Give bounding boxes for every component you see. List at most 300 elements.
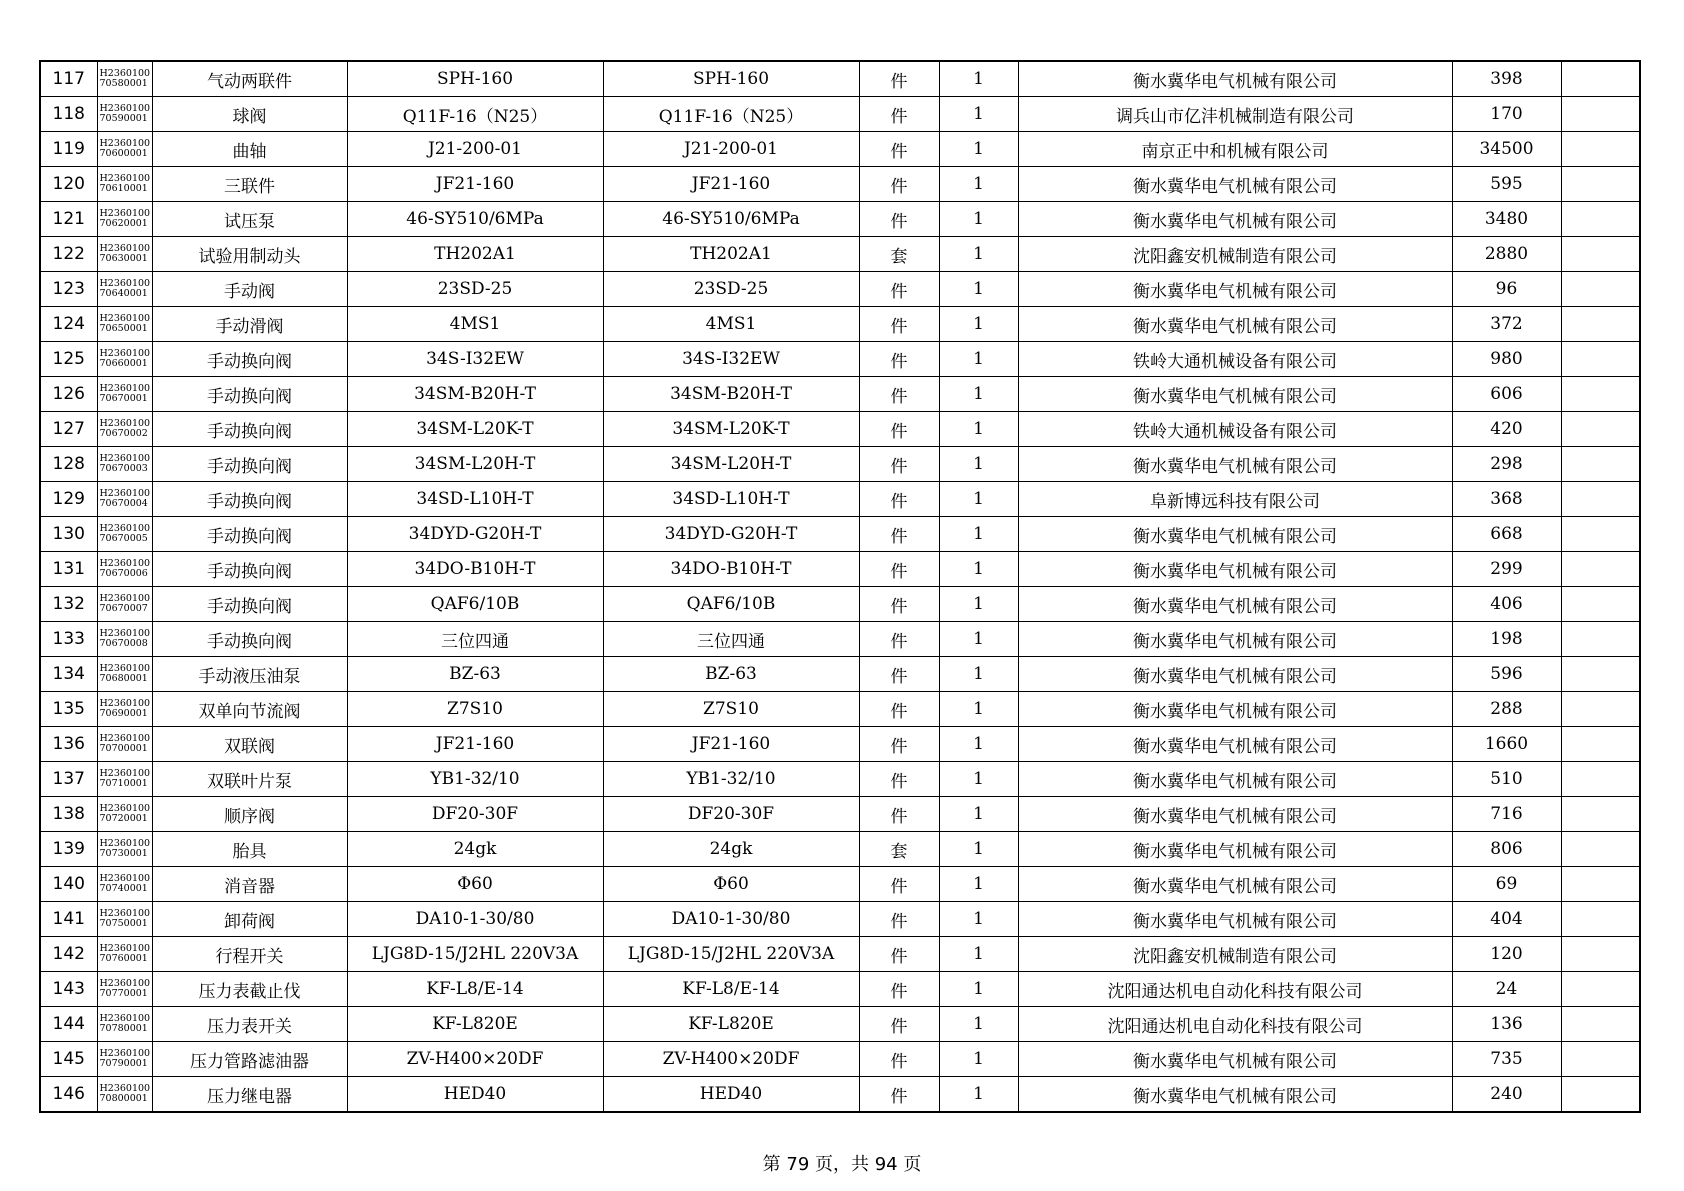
material-code-line-2: 70800001 [99,1093,148,1104]
supplier-cell: 衡水冀华电气机械有限公司 [1018,902,1452,937]
note-cell [1561,412,1640,447]
quantity-cell: 1 [939,727,1018,762]
item-name-cell: 双单向节流阀 [152,692,347,727]
unit-cell: 件 [859,762,939,797]
table-row [40,1007,1640,1042]
quantity-cell: 1 [939,867,1018,902]
row-number-cell: 142 [40,937,97,972]
supplier-cell: 沈阳鑫安机械制造有限公司 [1018,937,1452,972]
specification-cell: ZV-H400×20DF [347,1042,603,1077]
quantity-cell: 1 [939,552,1018,587]
specification-cell: 4MS1 [347,307,603,342]
note-cell [1561,552,1640,587]
material-code-cell [97,447,152,482]
material-code-line-1: H2360100 [99,1013,151,1024]
quantity-cell: 1 [939,482,1018,517]
supplier-cell: 阜新博远科技有限公司 [1018,482,1452,517]
unit-cell: 件 [859,587,939,622]
quantity-cell: 1 [939,762,1018,797]
material-code-line-1: H2360100 [99,838,151,849]
specification-cell: BZ-63 [347,657,603,692]
table-row [40,622,1640,657]
material-code-line-2: 70640001 [99,288,148,299]
material-code-cell [97,867,152,902]
model-cell: DA10-1-30/80 [603,902,859,937]
specification-cell: 34SD-L10H-T [347,482,603,517]
supplier-cell: 衡水冀华电气机械有限公司 [1018,552,1452,587]
table-row [40,1077,1640,1113]
row-number-cell: 138 [40,797,97,832]
price-cell: 288 [1452,692,1561,727]
item-name-cell: 手动换向阀 [152,482,347,517]
model-cell: 24gk [603,832,859,867]
note-cell [1561,167,1640,202]
table-row [40,692,1640,727]
material-code-line-2: 70710001 [99,778,148,789]
model-cell: LJG8D-15/J2HL 220V3A [603,937,859,972]
specification-cell: 34DO-B10H-T [347,552,603,587]
material-code-line-2: 70730001 [99,848,148,859]
unit-cell: 件 [859,307,939,342]
specification-cell: 三位四通 [347,622,603,657]
supplier-cell: 衡水冀华电气机械有限公司 [1018,832,1452,867]
price-cell: 398 [1452,61,1561,97]
price-cell: 1660 [1452,727,1561,762]
material-code-cell [97,167,152,202]
note-cell [1561,1042,1640,1077]
model-cell: TH202A1 [603,237,859,272]
unit-cell: 件 [859,482,939,517]
material-code-line-2: 70670005 [99,533,148,544]
material-code-line-2: 70670004 [99,498,148,509]
unit-cell: 件 [859,622,939,657]
row-number-cell: 135 [40,692,97,727]
price-cell: 668 [1452,517,1561,552]
material-code-line-1: H2360100 [99,523,151,534]
unit-cell: 件 [859,902,939,937]
material-code-cell [97,587,152,622]
supplier-cell: 沈阳通达机电自动化科技有限公司 [1018,972,1452,1007]
unit-cell: 件 [859,202,939,237]
model-cell: 46-SY510/6MPa [603,202,859,237]
supplier-cell: 衡水冀华电气机械有限公司 [1018,692,1452,727]
unit-cell: 件 [859,61,939,97]
material-code-cell [97,727,152,762]
note-cell [1561,727,1640,762]
item-name-cell: 手动滑阀 [152,307,347,342]
model-cell: HED40 [603,1077,859,1113]
material-code-cell [97,797,152,832]
price-cell: 716 [1452,797,1561,832]
specification-cell: 46-SY510/6MPa [347,202,603,237]
item-name-cell: 手动换向阀 [152,552,347,587]
row-number-cell: 118 [40,97,97,132]
row-number-cell: 117 [40,61,97,97]
supplier-cell: 衡水冀华电气机械有限公司 [1018,867,1452,902]
material-code-line-2: 70580001 [99,78,148,89]
quantity-cell: 1 [939,972,1018,1007]
supplier-cell: 衡水冀华电气机械有限公司 [1018,587,1452,622]
quantity-cell: 1 [939,237,1018,272]
material-code-cell [97,202,152,237]
model-cell: 4MS1 [603,307,859,342]
price-cell: 980 [1452,342,1561,377]
table-row [40,902,1640,937]
price-cell: 170 [1452,97,1561,132]
item-name-cell: 三联件 [152,167,347,202]
row-number-cell: 125 [40,342,97,377]
material-code-cell [97,1077,152,1113]
quantity-cell: 1 [939,412,1018,447]
material-code-line-1: H2360100 [99,243,151,254]
material-code-line-1: H2360100 [99,313,151,324]
row-number-cell: 137 [40,762,97,797]
material-code-line-2: 70680001 [99,673,148,684]
row-number-cell: 143 [40,972,97,1007]
material-code-line-1: H2360100 [99,628,151,639]
row-number-cell: 126 [40,377,97,412]
row-number-cell: 146 [40,1077,97,1113]
specification-cell: TH202A1 [347,237,603,272]
specification-cell: 23SD-25 [347,272,603,307]
price-cell: 2880 [1452,237,1561,272]
supplier-cell: 衡水冀华电气机械有限公司 [1018,447,1452,482]
unit-cell: 套 [859,237,939,272]
price-cell: 298 [1452,447,1561,482]
supplier-cell: 调兵山市亿沣机械制造有限公司 [1018,97,1452,132]
specification-cell: Z7S10 [347,692,603,727]
material-code-line-2: 70610001 [99,183,148,194]
item-name-cell: 消音器 [152,867,347,902]
supplier-cell: 衡水冀华电气机械有限公司 [1018,272,1452,307]
unit-cell: 件 [859,167,939,202]
unit-cell: 件 [859,447,939,482]
unit-cell: 件 [859,97,939,132]
price-cell: 595 [1452,167,1561,202]
row-number-cell: 144 [40,1007,97,1042]
unit-cell: 件 [859,972,939,1007]
price-cell: 136 [1452,1007,1561,1042]
material-code-line-1: H2360100 [99,173,151,184]
note-cell [1561,867,1640,902]
material-code-line-2: 70660001 [99,358,148,369]
item-name-cell: 手动换向阀 [152,377,347,412]
quantity-cell: 1 [939,1007,1018,1042]
unit-cell: 件 [859,867,939,902]
price-cell: 240 [1452,1077,1561,1113]
item-name-cell: 胎具 [152,832,347,867]
supplier-cell: 铁岭大通机械设备有限公司 [1018,342,1452,377]
material-code-line-1: H2360100 [99,383,151,394]
item-name-cell: 卸荷阀 [152,902,347,937]
material-code-line-2: 70770001 [99,988,148,999]
row-number-cell: 121 [40,202,97,237]
price-cell: 24 [1452,972,1561,1007]
model-cell: 34DO-B10H-T [603,552,859,587]
material-code-line-1: H2360100 [99,593,151,604]
quantity-cell: 1 [939,307,1018,342]
specification-cell: 34S-I32EW [347,342,603,377]
supplier-cell: 衡水冀华电气机械有限公司 [1018,762,1452,797]
table-row [40,1042,1640,1077]
price-cell: 368 [1452,482,1561,517]
material-code-line-1: H2360100 [99,768,151,779]
material-code-line-1: H2360100 [99,733,151,744]
material-code-line-1: H2360100 [99,278,151,289]
unit-cell: 件 [859,342,939,377]
material-code-line-2: 70760001 [99,953,148,964]
unit-cell: 件 [859,797,939,832]
specification-cell: 34SM-L20K-T [347,412,603,447]
specification-cell: 34DYD-G20H-T [347,517,603,552]
material-code-cell [97,1042,152,1077]
specification-cell: 34SM-B20H-T [347,377,603,412]
unit-cell: 件 [859,692,939,727]
row-number-cell: 136 [40,727,97,762]
material-code-line-2: 70670001 [99,393,148,404]
material-code-line-1: H2360100 [99,663,151,674]
item-name-cell: 手动换向阀 [152,587,347,622]
note-cell [1561,657,1640,692]
note-cell [1561,132,1640,167]
material-code-line-1: H2360100 [99,698,151,709]
item-name-cell: 气动两联件 [152,61,347,97]
specification-cell: KF-L8/E-14 [347,972,603,1007]
note-cell [1561,377,1640,412]
unit-cell: 套 [859,832,939,867]
quantity-cell: 1 [939,1077,1018,1113]
item-name-cell: 双联阀 [152,727,347,762]
table-row [40,272,1640,307]
quantity-cell: 1 [939,97,1018,132]
table-row [40,202,1640,237]
price-cell: 69 [1452,867,1561,902]
supplier-cell: 沈阳通达机电自动化科技有限公司 [1018,1007,1452,1042]
supplier-cell: 衡水冀华电气机械有限公司 [1018,1042,1452,1077]
material-code-line-2: 70670006 [99,568,148,579]
model-cell: 34SM-L20H-T [603,447,859,482]
supplier-cell: 衡水冀华电气机械有限公司 [1018,202,1452,237]
table-row [40,377,1640,412]
unit-cell: 件 [859,552,939,587]
material-code-line-1: H2360100 [99,558,151,569]
supplier-cell: 衡水冀华电气机械有限公司 [1018,657,1452,692]
specification-cell: QAF6/10B [347,587,603,622]
material-code-line-2: 70670003 [99,463,148,474]
supplier-cell: 衡水冀华电气机械有限公司 [1018,727,1452,762]
item-name-cell: 压力表截止伐 [152,972,347,1007]
price-cell: 406 [1452,587,1561,622]
note-cell [1561,517,1640,552]
material-code-cell [97,972,152,1007]
model-cell: JF21-160 [603,167,859,202]
supplier-cell: 衡水冀华电气机械有限公司 [1018,377,1452,412]
price-cell: 3480 [1452,202,1561,237]
item-name-cell: 手动阀 [152,272,347,307]
unit-cell: 件 [859,1007,939,1042]
material-code-line-2: 70690001 [99,708,148,719]
item-name-cell: 手动换向阀 [152,342,347,377]
row-number-cell: 139 [40,832,97,867]
material-code-line-2: 70790001 [99,1058,148,1069]
quantity-cell: 1 [939,622,1018,657]
unit-cell: 件 [859,727,939,762]
row-number-cell: 120 [40,167,97,202]
parts-table [39,60,1641,1113]
item-name-cell: 压力继电器 [152,1077,347,1113]
note-cell [1561,237,1640,272]
quantity-cell: 1 [939,832,1018,867]
supplier-cell: 铁岭大通机械设备有限公司 [1018,412,1452,447]
row-number-cell: 145 [40,1042,97,1077]
row-number-cell: 128 [40,447,97,482]
row-number-cell: 119 [40,132,97,167]
note-cell [1561,342,1640,377]
table-row [40,342,1640,377]
model-cell: JF21-160 [603,727,859,762]
note-cell [1561,937,1640,972]
specification-cell: J21-200-01 [347,132,603,167]
specification-cell: 34SM-L20H-T [347,447,603,482]
note-cell [1561,1077,1640,1113]
specification-cell: KF-L820E [347,1007,603,1042]
quantity-cell: 1 [939,1042,1018,1077]
note-cell [1561,61,1640,97]
material-code-cell [97,97,152,132]
material-code-line-2: 70670008 [99,638,148,649]
model-cell: 三位四通 [603,622,859,657]
table-row [40,167,1640,202]
material-code-cell [97,552,152,587]
item-name-cell: 试压泵 [152,202,347,237]
unit-cell: 件 [859,272,939,307]
model-cell: QAF6/10B [603,587,859,622]
row-number-cell: 127 [40,412,97,447]
specification-cell: Φ60 [347,867,603,902]
note-cell [1561,97,1640,132]
row-number-cell: 134 [40,657,97,692]
table-row [40,937,1640,972]
row-number-cell: 133 [40,622,97,657]
model-cell: ZV-H400×20DF [603,1042,859,1077]
material-code-line-2: 70780001 [99,1023,148,1034]
quantity-cell: 1 [939,587,1018,622]
quantity-cell: 1 [939,342,1018,377]
unit-cell: 件 [859,1077,939,1113]
quantity-cell: 1 [939,377,1018,412]
specification-cell: Q11F-16（N25） [347,97,603,132]
material-code-line-2: 70650001 [99,323,148,334]
specification-cell: JF21-160 [347,727,603,762]
price-cell: 596 [1452,657,1561,692]
price-cell: 198 [1452,622,1561,657]
price-cell: 735 [1452,1042,1561,1077]
table-row [40,482,1640,517]
material-code-cell [97,272,152,307]
note-cell [1561,692,1640,727]
material-code-line-2: 70670002 [99,428,148,439]
supplier-cell: 衡水冀华电气机械有限公司 [1018,307,1452,342]
material-code-cell [97,482,152,517]
quantity-cell: 1 [939,61,1018,97]
material-code-cell [97,377,152,412]
table-row [40,517,1640,552]
model-cell: SPH-160 [603,61,859,97]
note-cell [1561,972,1640,1007]
model-cell: J21-200-01 [603,132,859,167]
specification-cell: LJG8D-15/J2HL 220V3A [347,937,603,972]
model-cell: 34S-I32EW [603,342,859,377]
model-cell: Z7S10 [603,692,859,727]
price-cell: 372 [1452,307,1561,342]
model-cell: 34SM-L20K-T [603,412,859,447]
table-row [40,97,1640,132]
table-body [40,61,1640,1112]
specification-cell: 24gk [347,832,603,867]
item-name-cell: 曲轴 [152,132,347,167]
material-code-line-1: H2360100 [99,488,151,499]
price-cell: 120 [1452,937,1561,972]
model-cell: 23SD-25 [603,272,859,307]
table-row [40,307,1640,342]
quantity-cell: 1 [939,517,1018,552]
row-number-cell: 131 [40,552,97,587]
quantity-cell: 1 [939,447,1018,482]
material-code-cell [97,61,152,97]
table-row [40,447,1640,482]
row-number-cell: 122 [40,237,97,272]
quantity-cell: 1 [939,902,1018,937]
table-row [40,762,1640,797]
material-code-cell [97,1007,152,1042]
material-code-line-2: 70600001 [99,148,148,159]
material-code-line-1: H2360100 [99,453,151,464]
material-code-cell [97,342,152,377]
material-code-line-2: 70720001 [99,813,148,824]
material-code-line-1: H2360100 [99,908,151,919]
item-name-cell: 顺序阀 [152,797,347,832]
quantity-cell: 1 [939,692,1018,727]
material-code-line-1: H2360100 [99,1083,151,1094]
material-code-cell [97,692,152,727]
unit-cell: 件 [859,412,939,447]
model-cell: 34DYD-G20H-T [603,517,859,552]
note-cell [1561,622,1640,657]
material-code-cell [97,517,152,552]
item-name-cell: 双联叶片泵 [152,762,347,797]
note-cell [1561,272,1640,307]
table-row [40,972,1640,1007]
price-cell: 510 [1452,762,1561,797]
model-cell: YB1-32/10 [603,762,859,797]
item-name-cell: 手动换向阀 [152,622,347,657]
supplier-cell: 衡水冀华电气机械有限公司 [1018,167,1452,202]
table-row [40,237,1640,272]
page-footer: 第 79 页，共 94 页 [762,1154,922,1175]
item-name-cell: 压力表开关 [152,1007,347,1042]
material-code-line-1: H2360100 [99,873,151,884]
quantity-cell: 1 [939,202,1018,237]
price-cell: 606 [1452,377,1561,412]
material-code-line-1: H2360100 [99,803,151,814]
material-code-line-1: H2360100 [99,103,151,114]
model-cell: DF20-30F [603,797,859,832]
specification-cell: HED40 [347,1077,603,1113]
item-name-cell: 行程开关 [152,937,347,972]
row-number-cell: 129 [40,482,97,517]
quantity-cell: 1 [939,272,1018,307]
model-cell: 34SM-B20H-T [603,377,859,412]
